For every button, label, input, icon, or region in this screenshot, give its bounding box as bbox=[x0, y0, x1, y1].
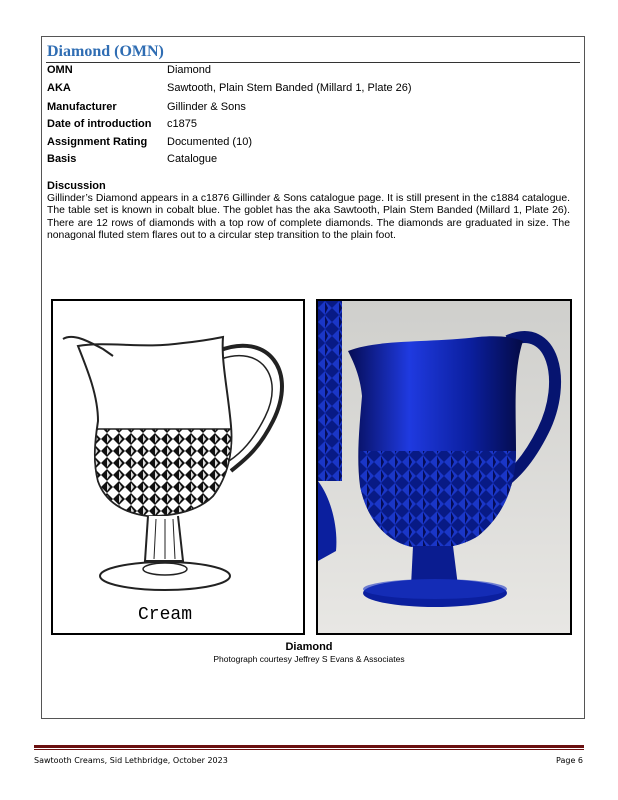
prop-value-omn: Diamond bbox=[167, 64, 212, 76]
caption-subtitle: Photograph courtesy Jeffrey S Evans & Associates bbox=[213, 654, 405, 664]
title-divider bbox=[46, 62, 580, 63]
page-title: Diamond (OMN) bbox=[47, 43, 164, 60]
prop-label-aka: AKA bbox=[47, 82, 71, 94]
catalogue-drawing-svg bbox=[53, 301, 303, 633]
prop-value-aka: Sawtooth, Plain Stem Banded (Millard 1, Plate 26) bbox=[167, 82, 412, 94]
prop-label-manufacturer: Manufacturer bbox=[47, 101, 117, 113]
prop-label-basis: Basis bbox=[47, 153, 77, 165]
discussion-heading: Discussion bbox=[47, 180, 106, 192]
page-number: Page 6 bbox=[556, 756, 583, 765]
caption-title: Diamond bbox=[285, 641, 333, 653]
footer-rule-thin bbox=[34, 749, 584, 750]
prop-value-date: c1875 bbox=[167, 118, 197, 130]
prop-label-omn: OMN bbox=[47, 64, 73, 76]
footer-text: Sawtooth Creams, Sid Lethbridge, October 2023 bbox=[34, 756, 228, 765]
prop-value-rating: Documented (10) bbox=[167, 136, 252, 148]
footer-rule bbox=[34, 745, 584, 748]
drawing-label: Cream bbox=[137, 605, 193, 625]
cobalt-photo-svg bbox=[318, 301, 570, 633]
prop-label-date: Date of introduction bbox=[47, 118, 152, 130]
discussion-body: Gillinder’s Diamond appears in a c1876 Gillinder & Sons catalogue page. It is still present in the c1884 catalogue. The table set is known in cobalt blue. The goblet has the aka Sawtooth, Plain Stem Banded (Millard 1, Plate 26). There are 12 rows of diamonds with a top row of complete diamonds. The diamonds are graduated in size. The nonagonal fluted stem flares out to a circular step transition to the plain foot. bbox=[47, 193, 570, 241]
catalogue-drawing-image bbox=[51, 299, 305, 635]
prop-label-rating: Assignment Rating bbox=[47, 136, 148, 148]
prop-value-basis: Catalogue bbox=[167, 153, 218, 165]
cobalt-creamer-photo bbox=[316, 299, 572, 635]
prop-value-manufacturer: Gillinder & Sons bbox=[167, 101, 246, 113]
